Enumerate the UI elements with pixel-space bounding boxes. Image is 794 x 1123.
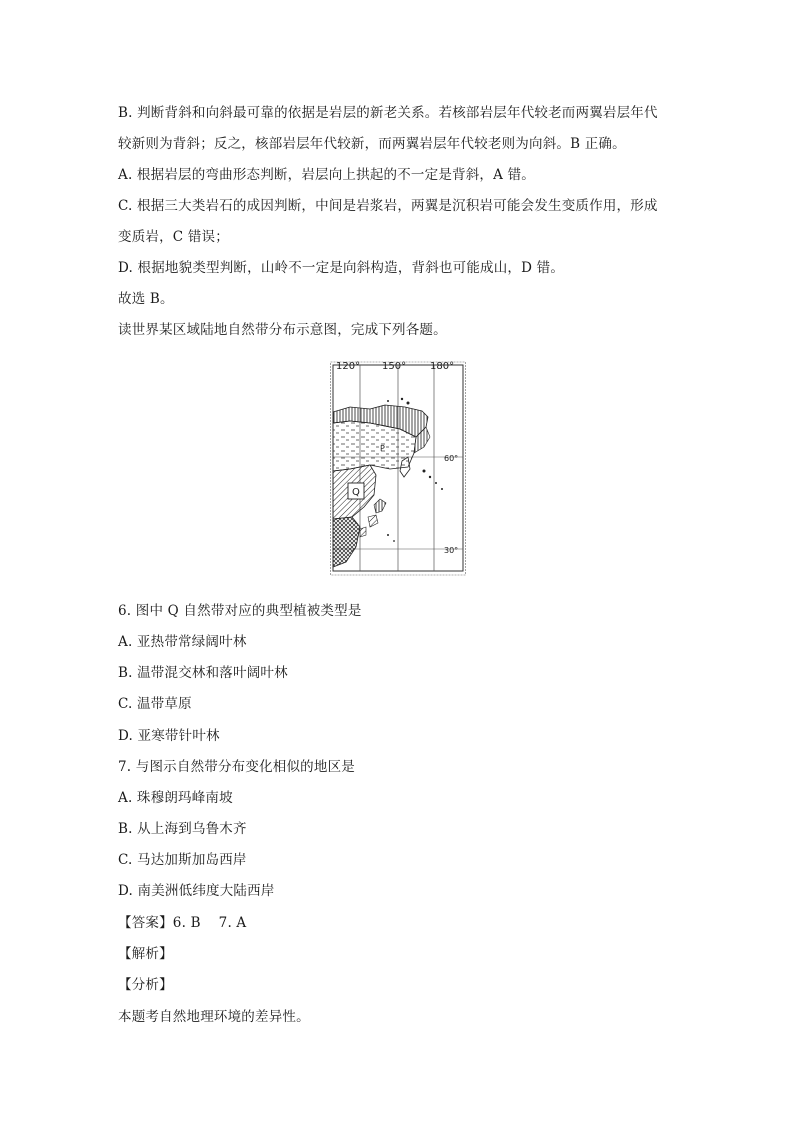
q6-option-a: A. 亚热带常绿阔叶林 <box>118 634 247 650</box>
analysis-line-1: B. 判断背斜和向斜最可靠的依据是岩层的新老关系。若核部岩层年代较老而两翼岩层年代 <box>118 105 658 121</box>
lon-label-150: 150° <box>382 361 407 372</box>
q7-option-b: B. 从上海到乌鲁木齐 <box>118 821 247 837</box>
answer-line: 【答案】6. B 7. A <box>118 915 247 931</box>
analysis-line-6: D. 根据地貌类型判断，山岭不一定是向斜构造，背斜也可能成山，D 错。 <box>118 260 565 276</box>
lat-label-30: 30° <box>444 546 459 555</box>
lon-label-180: 180° <box>430 361 455 372</box>
lon-label-120: 120° <box>336 361 361 372</box>
lat-label-60: 60° <box>444 454 459 463</box>
analysis-conclusion: 故选 B。 <box>118 291 174 307</box>
q6-stem: 6. 图中 Q 自然带对应的典型植被类型是 <box>118 603 362 619</box>
analysis-summary: 本题考自然地理环境的差异性。 <box>118 1009 310 1025</box>
analysis-line-4: C. 根据三大类岩石的成因判断，中间是岩浆岩，两翼是沉积岩可能会发生变质作用，形成 <box>118 198 658 214</box>
natural-zone-map <box>330 357 466 577</box>
fenxi-heading: 【分析】 <box>118 977 173 993</box>
analysis-line-3: A. 根据岩层的弯曲形态判断，岩层向上拱起的不一定是背斜，A 错。 <box>118 167 535 183</box>
q7-option-c: C. 马达加斯加岛西岸 <box>118 852 247 868</box>
q7-option-a: A. 珠穆朗玛峰南坡 <box>118 790 233 806</box>
analysis-line-2: 较新则为背斜；反之，核部岩层年代较新，而两翼岩层年代较老则为向斜。B 正确。 <box>118 136 626 152</box>
jiexi-heading: 【解析】 <box>118 946 173 962</box>
zone-label-p: P <box>380 444 385 453</box>
q6-option-b: B. 温带混交林和落叶阔叶林 <box>118 665 288 681</box>
analysis-line-5: 变质岩，C 错误； <box>118 229 229 245</box>
q7-option-d: D. 南美洲低纬度大陆西岸 <box>118 883 275 899</box>
question-intro: 读世界某区域陆地自然带分布示意图，完成下列各题。 <box>118 322 447 338</box>
zone-label-q: Q <box>352 487 360 498</box>
q7-stem: 7. 与图示自然带分布变化相似的地区是 <box>118 759 355 775</box>
q6-option-d: D. 亚寒带针叶林 <box>118 728 220 744</box>
q6-option-c: C. 温带草原 <box>118 696 192 712</box>
